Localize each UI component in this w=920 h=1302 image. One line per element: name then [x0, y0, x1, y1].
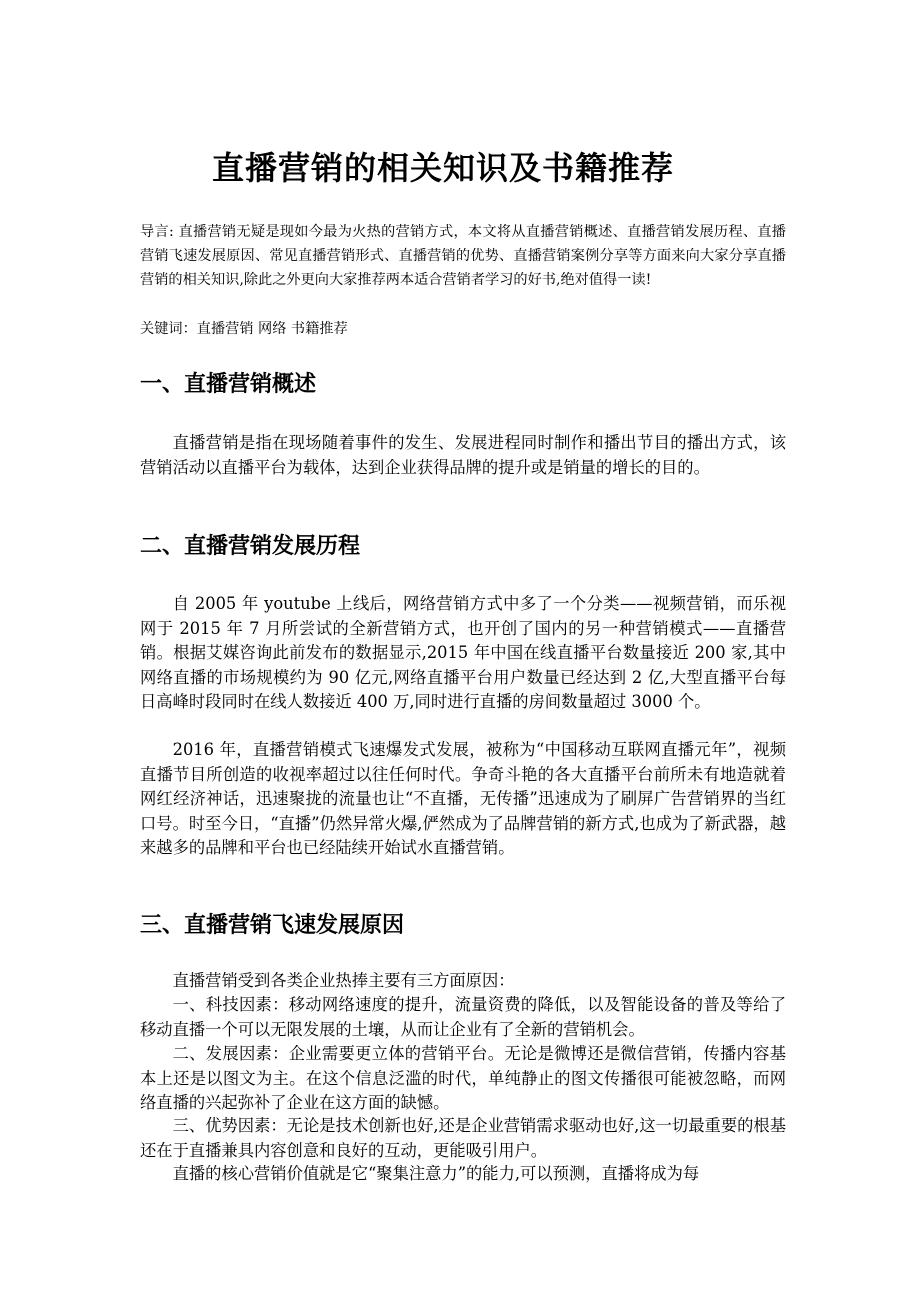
section-paragraph: 直播营销受到各类企业热捧主要有三方面原因： [172, 971, 515, 990]
section-paragraph: 三、优势因素：无论是技术创新也好,还是企业营销需求驱动也好,这一切最重要的根基还在于直播兼具内容创意和良好的互动，更能吸引用户。 [140, 1116, 786, 1160]
section-paragraph: 直播的核心营销价值就是它“聚集注意力”的能力,可以预测，直播将成为每 [172, 1164, 700, 1183]
section-heading-overview: 一、直播营销概述 [140, 372, 317, 397]
section-paragraph: 一、科技因素：移动网络速度的提升，流量资费的降低，以及智能设备的普及等给了移动直播一个可以无限发展的土壤，从而让企业有了全新的营销机会。 [140, 995, 786, 1039]
document-title: 直播营销的相关知识及书籍推荐 [211, 149, 674, 187]
section-paragraph: 自 2005 年 youtube 上线后，网络营销方式中多了一个分类——视频营销，而乐视网于 2015 年 7 月所尝试的全新营销方式，也开创了国内的另一种营销模式——直播营销。根据艾媒咨询此前发布的数据显示,2015 年中国在线直播平台数量接近 200 家,其中网络直播的市场规模约为 90 亿元,网络直播平台用户数量已经达到 2 亿,大型直播平台每日高峰时段同时在线人数接近 400 万,同时进行直播的房间数量超过 3000 个。 [140, 594, 786, 712]
section-heading-history: 二、直播营销发展历程 [140, 534, 361, 559]
section-heading-reasons: 三、直播营销飞速发展原因 [140, 913, 405, 938]
intro-paragraph: 导言: 直播营销无疑是现如今最为火热的营销方式，本文将从直播营销概述、直播营销发展历程、直播营销飞速发展原因、常见直播营销形式、直播营销的优势、直播营销案例分享等方面来向大家分享直播营销的相关知识,除此之外更向大家推荐两本适合营销者学习的好书,绝对值得一读! [140, 224, 786, 288]
section-paragraph: 二、发展因素：企业需要更立体的营销平台。无论是微博还是微信营销，传播内容基本上还是以图文为主。在这个信息泛滥的时代，单纯静止的图文传播很可能被忽略，而网络直播的兴起弥补了企业在这方面的缺憾。 [140, 1044, 786, 1113]
keywords-line: 关键词：直播营销 网络 书籍推荐 [140, 321, 348, 337]
section-paragraph: 直播营销是指在现场随着事件的发生、发展进程同时制作和播出节目的播出方式，该营销活动以直播平台为载体，达到企业获得品牌的提升或是销量的增长的目的。 [140, 433, 786, 477]
section-paragraph: 2016 年，直播营销模式飞速爆发式发展，被称为“中国移动互联网直播元年”，视频直播节目所创造的收视率超过以往任何时代。争奇斗艳的各大直播平台前所未有地造就着网红经济神话，迅速聚拢的流量也让“不直播，无传播”迅速成为了刷屏广告营销界的当红口号。时至今日，“直播”仍然异常火爆,俨然成为了品牌营销的新方式,也成为了新武器，越来越多的品牌和平台也已经陆续开始试水直播营销。 [140, 740, 786, 858]
